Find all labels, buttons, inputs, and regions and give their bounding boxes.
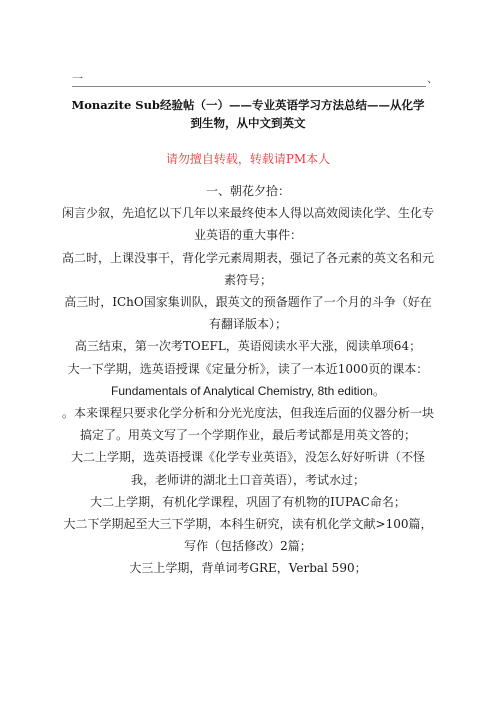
paragraph: 大二下学期起至大三下学期，本科生研究，读有机化学文献>100篇，写作（包括修改）2篇； — [63, 517, 433, 554]
document-body — [62, 180, 434, 580]
paragraph: 闲言少叙，先追忆以下几年以来最终使本人得以高效阅读化学、生化专业英语的重大事件： — [62, 206, 435, 243]
header-right-mark: 、 — [427, 72, 438, 85]
paragraph: 高三结束，第一次考TOEFL，英语阅读水平大涨，阅读单项64； — [74, 339, 422, 354]
paragraph: 高三时，IChO国家集训队，跟英文的预备题作了一个月的斗争（好在有翻译版本）； — [64, 295, 432, 332]
repost-notice: 请勿擅自转载，转载请PM本人 — [165, 152, 331, 166]
paragraph: 。本来课程只要求化学分析和分光光度法，但我连后面的仪器分析一块搞定了。用英文写了一个学期作业，最后考试都是用英文答的； — [62, 406, 435, 443]
document-title: Monazite Sub经验帖（一）——专业英语学习方法总结——从化学到生物，从中文到英文 — [71, 98, 425, 130]
paragraph: 大一下学期，选英语授课《定量分析》，读了一本近1000页的课本： — [67, 361, 429, 376]
paragraph: 大三上学期，背单词考GRE，Verbal 590； — [129, 561, 367, 576]
paragraph: 大二上学期，选英语授课《化学专业英语》，没怎么好好听讲（不怪我，老师讲的湖北土口音英语），考试水过； — [70, 450, 425, 487]
book-title: Fundamentals of Analytical Chemistry, 8th edition。 — [111, 383, 385, 398]
header-left-mark: 一 — [72, 72, 83, 85]
header-divider — [72, 86, 426, 87]
section-heading: 一、朝花夕拾： — [205, 184, 290, 198]
paragraph: 大二上学期，有机化学课程，巩固了有机物的IUPAC命名； — [90, 494, 406, 509]
paragraph: 高二时，上课没事干，背化学元素周期表，强记了各元素的英文名和元素符号； — [62, 250, 435, 287]
